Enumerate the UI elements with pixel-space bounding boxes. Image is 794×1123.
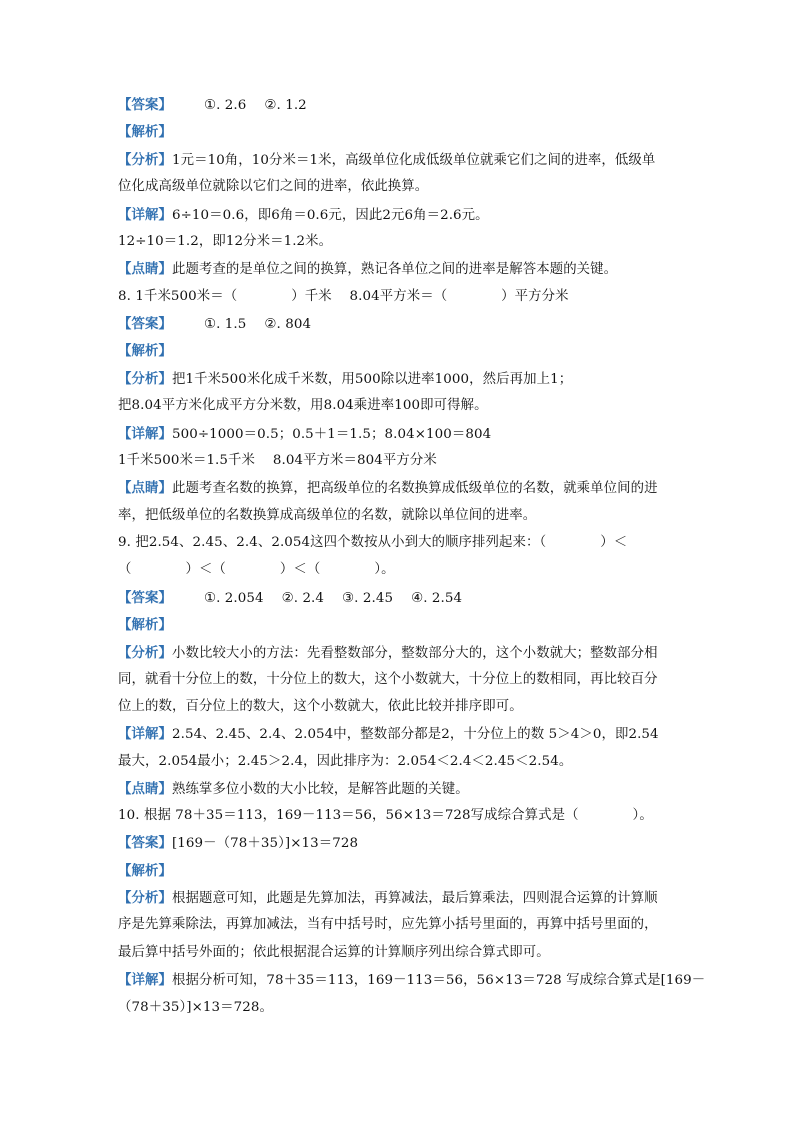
fenxi-tag: 【分析】 (118, 152, 172, 168)
q8-question: 8. 1千米500米＝（ ）千米 8.04平方米＝（ ）平方分米 (118, 289, 569, 304)
dianjing-tag: 【点睛】 (118, 480, 172, 496)
q10-analysis-line (118, 861, 678, 882)
analysis-tag: 【解析】 (118, 617, 172, 633)
q8-analysis-line (118, 341, 678, 362)
analysis-tag: 【解析】 (118, 124, 172, 140)
q10-fenxi-line (118, 888, 678, 909)
q8-xiangjie-line (118, 424, 678, 445)
q9-fenxi-text: 小数比较大小的方法：先看整数部分，整数部分大的，这个小数就大；整数部分相 (171, 646, 658, 661)
q9-fenxi-line (118, 643, 678, 664)
q8-xiangjie-text: 500÷1000＝0.5；0.5＋1＝1.5；8.04×100＝804 (171, 427, 492, 442)
answer-tag: 【答案】 (118, 590, 172, 606)
q7-xiangjie-line-2: 12÷10＝1.2，即12分米＝1.2米。 (118, 234, 333, 249)
q9-answer-line (118, 588, 678, 609)
q10-fenxi-line-3: 最后算中括号外面的；依此根据混合运算的计算顺序列出综合算式即可。 (118, 945, 550, 960)
analysis-tag: 【解析】 (118, 863, 172, 879)
q7-xiangjie-text: 6÷10＝0.6，即6角＝0.6元，因此2元6角＝2.6元。 (171, 208, 489, 223)
q10-answer-line (118, 833, 678, 854)
answer-item: ②. 1.2 (264, 98, 307, 113)
q9-fenxi-line-3: 位上的数，百分位上的数大，这个小数就大，依此比较并排序即可。 (118, 699, 523, 714)
q9-dianjing-line (118, 779, 678, 800)
q9-question: 9. 把2.54、2.45、2.4、2.054这四个数按从小到大的顺序排列起来：（ ）＜ (118, 535, 628, 550)
answer-item: ④. 2.54 (411, 591, 463, 606)
q9-question-line-2: （ ）＜（ ）＜（ ）。 (118, 562, 395, 577)
fenxi-tag: 【分析】 (118, 645, 172, 661)
q10-xiangjie-line (118, 970, 706, 991)
answer-item: ①. 2.6 (203, 98, 247, 113)
q7-fenxi-text: 1元＝10角，10分米＝1米，高级单位化成低级单位就乘它们之间的进率，低级单 (171, 153, 656, 168)
answer-item: [169－（78＋35）]×13＝728 (171, 836, 359, 851)
fenxi-tag: 【分析】 (118, 371, 172, 387)
q7-answer-line (118, 95, 678, 116)
answer-tag: 【答案】 (118, 97, 172, 113)
q7-dianjing-text: 此题考查的是单位之间的换算，熟记各单位之间的进率是解答本题的关键。 (171, 262, 618, 277)
q7-xiangjie-line (118, 205, 678, 226)
q10-fenxi-text: 根据题意可知，此题是先算加法，再算减法，最后算乘法，四则混合运算的计算顺 (171, 891, 658, 906)
q10-xiangjie-line-2: （78＋35）]×13＝728。 (118, 1000, 273, 1015)
dianjing-tag: 【点睛】 (118, 781, 172, 797)
answer-item: ②. 2.4 (281, 591, 325, 606)
q9-xiangjie-line (118, 724, 678, 745)
answer-item: ①. 2.054 (203, 591, 264, 606)
fenxi-tag: 【分析】 (118, 890, 172, 906)
answer-item: ③. 2.45 (342, 591, 394, 606)
q9-analysis-line (118, 615, 678, 636)
answer-tag: 【答案】 (118, 835, 172, 851)
q8-fenxi-text: 把1千米500米化成千米数，用500除以进率1000，然后再加上1； (171, 372, 573, 387)
q7-analysis-line (118, 122, 678, 143)
q10-question: 10. 根据 78＋35＝113，169－113＝56，56×13＝728写成综合算式是（ ）。 (118, 808, 653, 823)
q10-fenxi-line-2: 序是先算乘除法，再算加减法，当有中括号时，应先算小括号里面的，再算中括号里面的， (118, 917, 658, 932)
q7-fenxi-line (118, 150, 678, 171)
q8-answer-line (118, 314, 678, 335)
q9-fenxi-line-2: 同，就看十分位上的数，十分位上的数大，这个小数就大，十分位上的数相同，再比较百分 (118, 672, 658, 687)
xiangjie-tag: 【详解】 (118, 207, 172, 223)
answer-tag: 【答案】 (118, 316, 172, 332)
q9-xiangjie-line-2: 最大，2.054最小；2.45＞2.4，因此排序为：2.054＜2.4＜2.45＜2.54。 (118, 754, 573, 769)
q8-dianjing-line (118, 478, 678, 499)
q8-fenxi-line (118, 369, 678, 390)
q10-xiangjie-text: 根据分析可知，78＋35＝113，169－113＝56，56×13＝728 写成综合算式是[169－ (171, 973, 706, 988)
q8-fenxi-line-2: 把8.04平方米化成平方分米数，用8.04乘进率100即可得解。 (118, 398, 488, 413)
xiangjie-tag: 【详解】 (118, 972, 172, 988)
xiangjie-tag: 【详解】 (118, 726, 172, 742)
q7-dianjing-line (118, 259, 678, 280)
q8-dianjing-line-2: 率，把低级单位的名数换算成高级单位的名数，就除以单位间的进率。 (118, 508, 537, 523)
q8-xiangjie-line-2: 1千米500米＝1.5千米 8.04平方米＝804平方分米 (118, 453, 437, 468)
answer-item: ②. 804 (264, 317, 312, 332)
dianjing-tag: 【点睛】 (118, 261, 172, 277)
q9-xiangjie-text: 2.54、2.45、2.4、2.054中，整数部分都是2，十分位上的数 5＞4＞0，即2.54 (171, 727, 659, 742)
q9-dianjing-text: 熟练掌多位小数的大小比较，是解答此题的关键。 (171, 782, 469, 797)
q7-fenxi-line-2: 位化成高级单位就除以它们之间的进率，依此换算。 (118, 179, 429, 194)
xiangjie-tag: 【详解】 (118, 426, 172, 442)
q8-dianjing-text: 此题考查名数的换算，把高级单位的名数换算成低级单位的名数，就乘单位间的进 (171, 481, 658, 496)
analysis-tag: 【解析】 (118, 343, 172, 359)
answer-item: ①. 1.5 (203, 317, 247, 332)
